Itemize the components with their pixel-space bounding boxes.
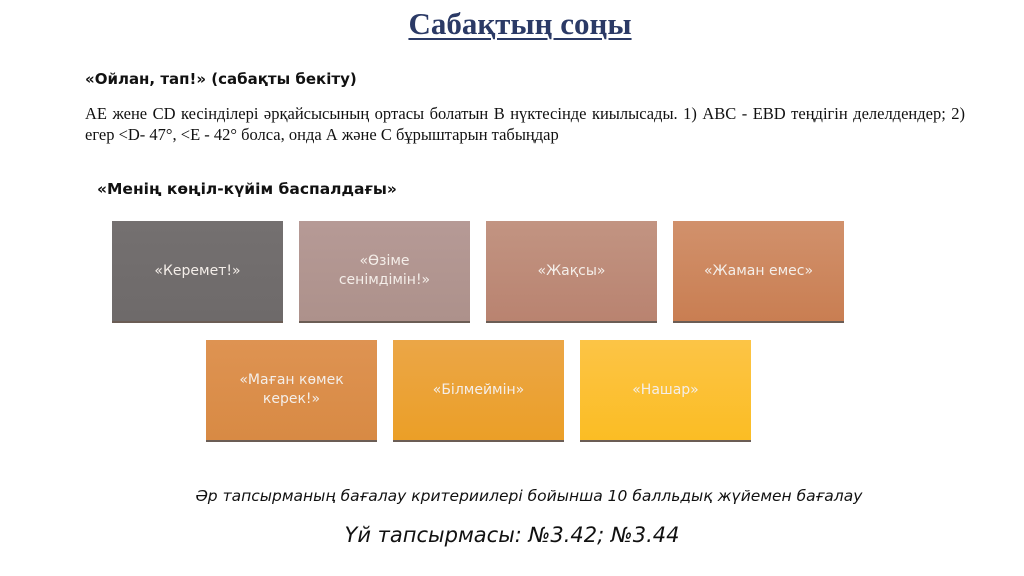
exercise-task-text: AE жене CD кесінділері әрқайсысының ортасы болатын В нүктесінде киылысады. 1) АВС - ЕВD теңдігін делелдендер; 2) егер <D- 47°, <E - 42° болса, онда А және С бұрыштарын табыңдар [85, 104, 965, 144]
assessment-criteria-text: Әр тапсырманың бағалау критериилері бойынша 10 балльдық жүйемен бағалау [195, 487, 863, 505]
mood-step-dont-know [393, 340, 564, 442]
mood-step-confident [299, 221, 470, 323]
mood-scale-title: «Менің көңіл-күйім баспалдағы» [97, 180, 397, 198]
mood-step-label: «Білмеймін» [432, 381, 525, 398]
mood-step-bad [580, 340, 751, 442]
mood-step-label: «Нашар» [632, 381, 699, 398]
exercise-heading: «Ойлан, тап!» (сабақты бекіту) [85, 70, 357, 88]
mood-step-good [486, 221, 657, 323]
mood-step-label: «Маған көмек керек!» [239, 372, 344, 407]
mood-step-excellent [112, 221, 283, 323]
mood-step-label: «Жақсы» [537, 262, 606, 279]
mood-step-need-help [206, 340, 377, 442]
mood-step-label: «Жаман емес» [703, 262, 814, 279]
homework-text: Үй тапсырмасы: №3.42; №3.44 [344, 523, 680, 547]
mood-step-label: «Керемет!» [154, 262, 241, 279]
mood-step-label: «Өзіме сенімдімін!» [338, 253, 431, 288]
slide-title: Сабақтың соңы [408, 6, 632, 41]
mood-step-not-bad [673, 221, 844, 323]
